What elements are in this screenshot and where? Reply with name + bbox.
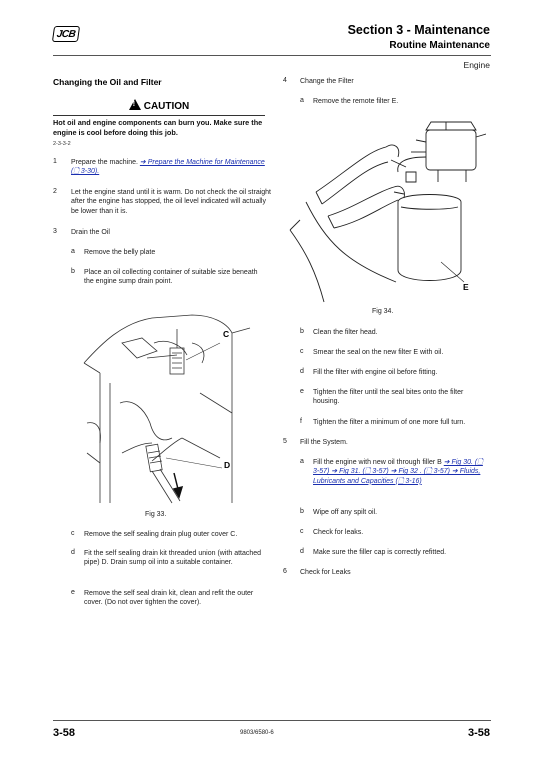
step-4f-text: Tighten the filter a minimum of one more full turn. [313, 419, 466, 426]
step-4-number: 4 [283, 77, 287, 84]
step-3c-letter: c [71, 530, 75, 537]
caution-divider [53, 115, 265, 116]
step-5-number: 5 [283, 438, 287, 445]
fig34-label-e: E [463, 282, 469, 292]
topic-tag: Engine [463, 60, 490, 70]
fig33-label-c: C [223, 329, 230, 339]
remote-filter-illustration [286, 112, 486, 304]
step-1-number: 1 [53, 158, 57, 165]
page-number-left: 3-58 [53, 727, 76, 739]
filler-figures-link[interactable]: ➔ Fig 30. (🗋 3-57) ➔ Fig 31. (🗋 3-57) ➔ Fig 32 . (🗋 3-57) ➔ Fluids, Lubricants and Capacities (🗋 3-16) [313, 459, 483, 485]
step-5c-text: Check for leaks. [313, 529, 364, 536]
caution-ref: 2-3-3-2 [53, 141, 71, 147]
step-4d-text: Fill the filter with engine oil before fitting. [313, 369, 438, 376]
step-4f-letter: f [300, 418, 302, 425]
step-1 [71, 158, 266, 177]
step-4b-letter: b [300, 328, 304, 335]
step-2-text: Let the engine stand until it is warm. Do not check the oil straight after the engine has stopped, the oil level indicated will actually be lower than it is. [71, 189, 271, 215]
step-4e-letter: e [300, 388, 304, 395]
step-6-number: 6 [283, 568, 287, 575]
step-5b-text: Wipe off any spilt oil. [313, 509, 378, 516]
step-6-text: Check for Leaks [300, 569, 351, 576]
step-5c-letter: c [300, 528, 304, 535]
step-3b-letter: b [71, 268, 75, 275]
step-3e-letter: e [71, 589, 75, 596]
step-5b-letter: b [300, 508, 304, 515]
header-divider [53, 55, 491, 56]
step-3-text: Drain the Oil [71, 229, 110, 236]
jcb-logo: JCB [52, 26, 80, 42]
step-4d-letter: d [300, 368, 304, 375]
left-heading: Changing the Oil and Filter [53, 77, 162, 87]
step-5a-letter: a [300, 458, 304, 465]
step-4a-text: Remove the remote filter E. [313, 98, 399, 105]
caution-header [53, 99, 265, 111]
subsection-title: Routine Maintenance [389, 40, 490, 51]
step-3b-text: Place an oil collecting container of suitable size beneath the engine sump drain point. [84, 269, 258, 286]
step-5-text: Fill the System. [300, 439, 348, 446]
step-4c-text: Smear the seal on the new filter E with oil. [313, 349, 444, 356]
caution-text: Hot oil and engine components can burn you. Make sure the engine is cool before doing this job. [53, 118, 263, 137]
step-3a-letter: a [71, 248, 75, 255]
step-2-number: 2 [53, 188, 57, 195]
step-3d-letter: d [71, 549, 75, 556]
footer-divider [53, 720, 491, 721]
prepare-machine-link[interactable]: ➔ Prepare the Machine for Maintenance (🗋 3-30). [71, 159, 265, 176]
caution-title: CAUTION [143, 101, 190, 112]
step-3-number: 3 [53, 228, 57, 235]
fig33-label-d: D [224, 460, 231, 470]
step-3a-text: Remove the belly plate [84, 249, 156, 256]
warning-triangle-icon [129, 99, 141, 110]
document-number: 9803/6580-6 [240, 730, 274, 736]
step-3c-text: Remove the self sealing drain plug outer cover C. [84, 531, 238, 538]
step-4c-letter: c [300, 348, 304, 355]
page-number-right: 3-58 [467, 727, 490, 739]
step-1-text: Prepare the machine. [71, 159, 138, 166]
step-4b-text: Clean the filter head. [313, 329, 378, 336]
step-5d-text: Make sure the filler cap is correctly refitted. [313, 549, 447, 556]
step-4a-letter: a [300, 97, 304, 104]
step-3d-text: Fit the self sealing drain kit threaded union (with attached pipe) D. Drain sump oil into a suitable container. [84, 550, 262, 567]
step-5d-letter: d [300, 548, 304, 555]
step-3e-text: Remove the self seal drain kit, clean and refit the outer cover. (Do not over tighten the cover). [84, 590, 254, 607]
step-5a [313, 458, 491, 486]
fig33-caption: Fig 33. [145, 511, 167, 518]
step-4-text: Change the Filter [300, 78, 354, 85]
step-5a-text: Fill the engine with new oil through filler B [313, 459, 442, 466]
step-4e-text: Tighten the filter until the seal bites onto the filter housing. [313, 389, 464, 406]
section-title: Section 3 - Maintenance [347, 23, 490, 37]
fig34-caption: Fig 34. [372, 308, 394, 315]
